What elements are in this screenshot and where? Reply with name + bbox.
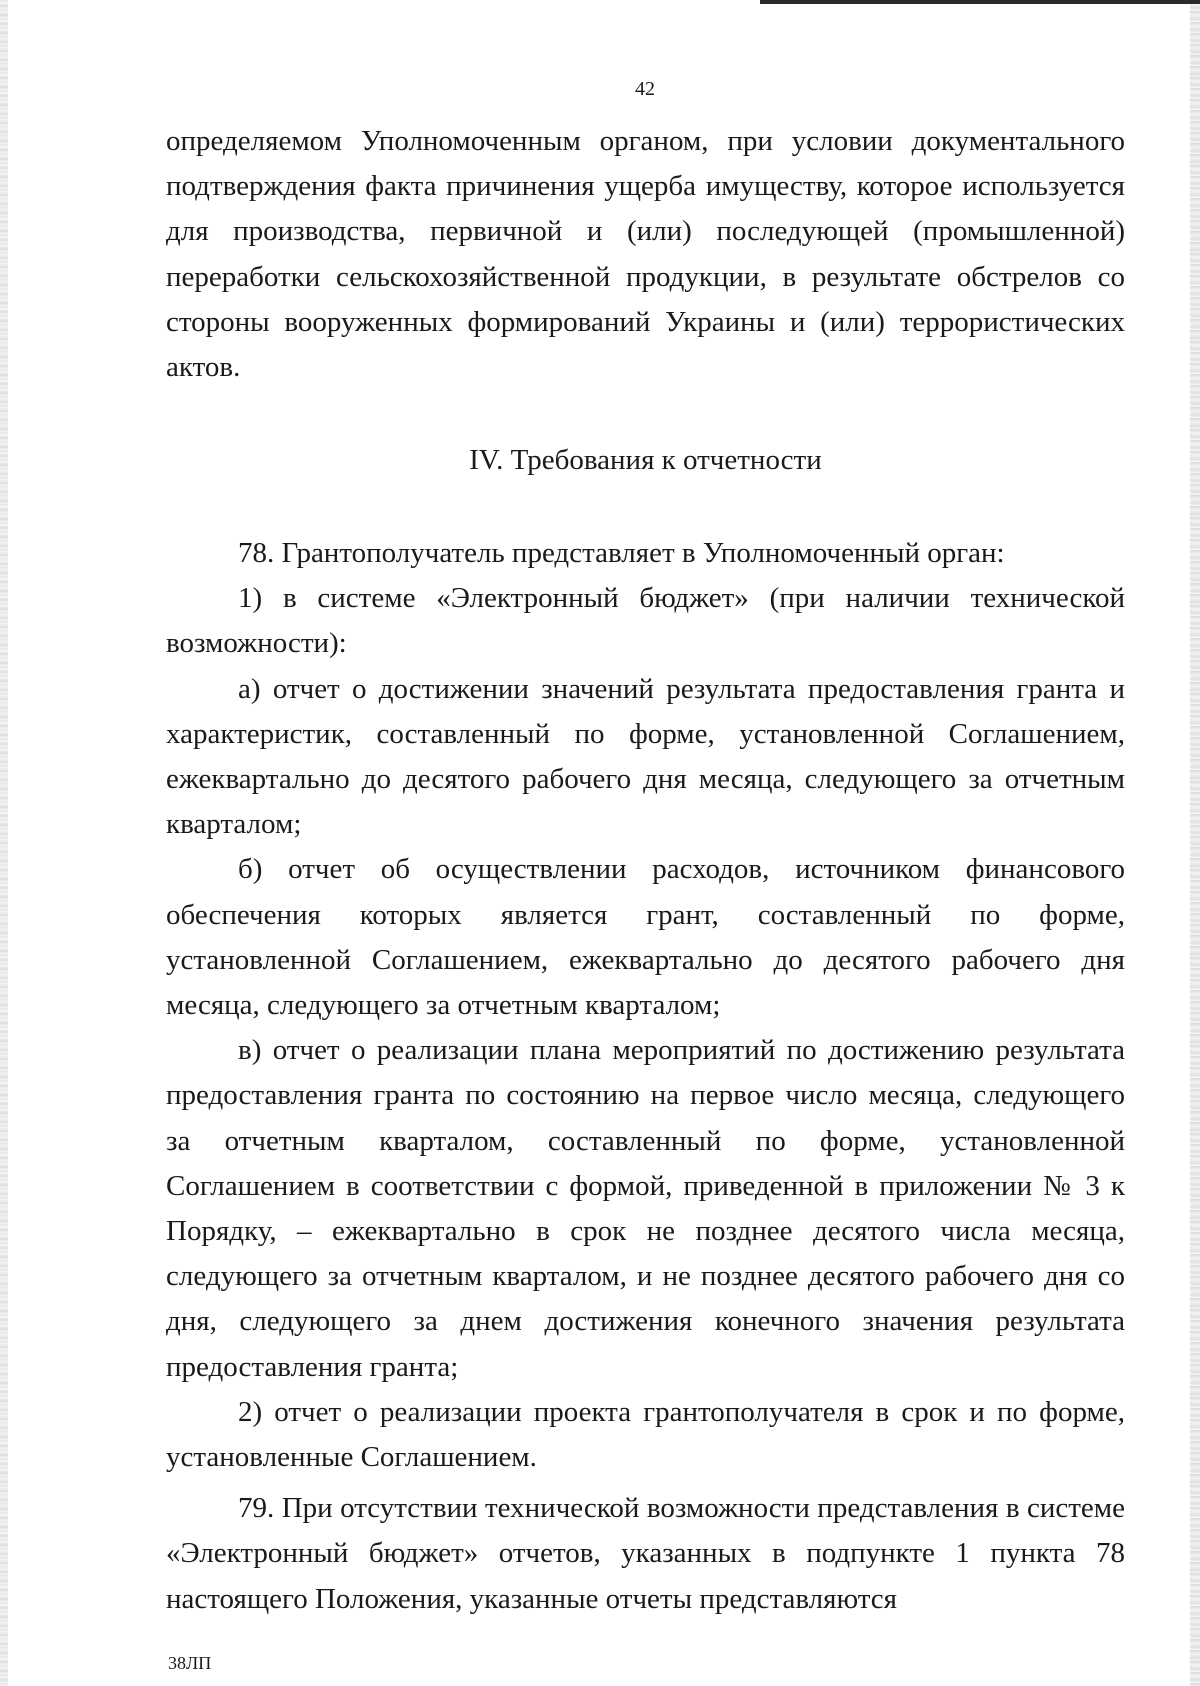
scan-edge-right: [1190, 0, 1200, 1686]
continuation-paragraph: определяемом Уполномоченным органом, при условии документального подтверждения факта причинения ущерба имуществу, которое используется для производства, первичной и (или) последующей (промышленной) переработки сельскохозяйственной продукции, в результате обстрелов со стороны вооруженных формирований Украины и (или) террористических актов.: [166, 125, 1125, 384]
scan-top-line: [760, 0, 1200, 4]
scan-edge-left: [0, 0, 8, 1686]
continuation-block: [166, 119, 1125, 390]
paragraph-78-1-b: б) отчет об осуществлении расходов, источником финансового обеспечения которых является грант, составленный по форме, установленной Соглашением, ежеквартально до десятого рабочего дня месяца, следующего за отчетным кварталом;: [166, 853, 1125, 1022]
paragraph-78-1-a: а) отчет о достижении значений результата предоставления гранта и характеристик, составленный по форме, установленной Соглашением, ежеквартально до десятого рабочего дня месяца, следующего за отчетным кварталом;: [166, 672, 1125, 841]
section-heading: IV. Требования к отчетности: [469, 444, 822, 476]
page-number: 42: [635, 78, 655, 100]
paragraph-78-2: 2) отчет о реализации проекта грантополучателя в срок и по форме, установленные Соглашением.: [166, 1395, 1125, 1474]
paragraph-78-1-v: в) отчет о реализации плана мероприятий по достижению результата предоставления гранта по состоянию на первое число месяца, следующего за отчетным кварталом, составленный по форме, установленной Соглашением в соответствии с формой, приведенной в приложении № 3 к Порядку, – ежеквартально в срок не позднее десятого числа месяца, следующего за отчетным кварталом, и не позднее десятого рабочего дня со дня, следующего за днем достижения конечного значения результата предоставления гранта;: [166, 1034, 1125, 1383]
section-body: [166, 531, 1125, 1622]
document-code: 38ЛП: [168, 1653, 212, 1673]
paragraph-78: 78. Грантополучатель представляет в Уполномоченный орган:: [238, 537, 1005, 569]
paragraph-78-1: 1) в системе «Электронный бюджет» (при наличии технической возможности):: [166, 582, 1125, 660]
paragraph-79: 79. При отсутствии технической возможности представления в системе «Электронный бюджет» отчетов, указанных в подпункте 1 пункта 78 настоящего Положения, указанные отчеты представляются: [166, 1492, 1125, 1615]
